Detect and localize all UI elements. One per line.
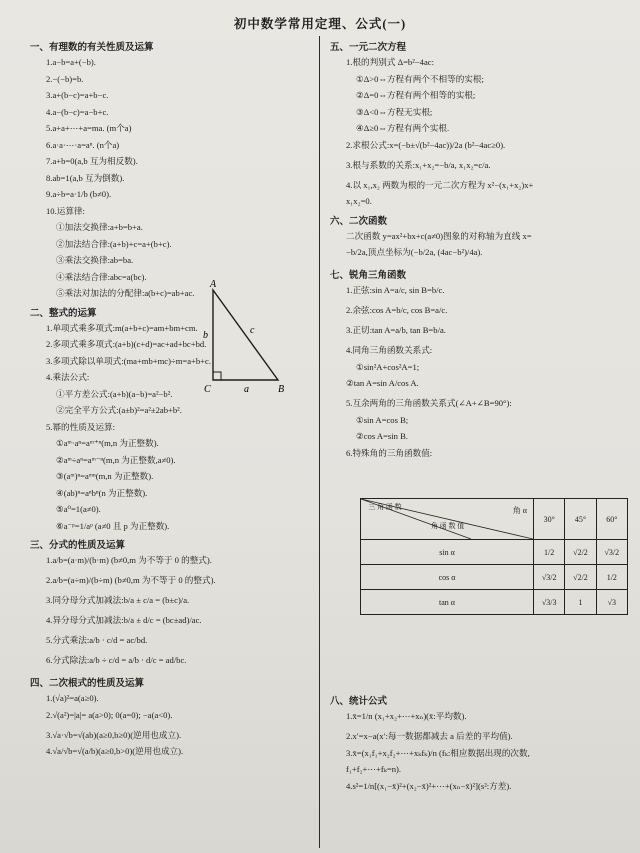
statistics-section <box>330 690 630 797</box>
section-heading: 二、整式的运算 <box>30 308 97 319</box>
formula-line: ⑥a⁻ᵖ=1/aᵖ (a≠0 且 p 为正整数). <box>56 520 170 531</box>
formula-line: ①sin A=cos B; <box>356 414 409 425</box>
formula-line: ③乘法交换律:ab=ba. <box>56 255 134 265</box>
formula-line: 6.分式除法:a/b ÷ c/d = a/b · d/c = ad/bc. <box>46 655 187 665</box>
formula-line: 2.多项式乘多项式:(a+b)(c+d)=ac+ad+bc+bd. <box>46 339 207 349</box>
formula-line: ④Δ≥0⇔方程有两个实根. <box>356 123 450 133</box>
table-value: √3/3 <box>534 590 565 615</box>
formula-line: 6.特殊角的三角函数值: <box>346 447 433 458</box>
formula-line: 1.(√a)²=a(a≥0). <box>46 693 99 703</box>
table-value: √3/2 <box>596 540 627 565</box>
function-name: cos α <box>361 565 534 590</box>
formula-line: 3.a+(b−c)=a+b−c. <box>46 90 109 100</box>
section-heading: 三、分式的性质及运算 <box>30 541 126 551</box>
formula-line: 1.a/b=(a·m)/(b·m) (b≠0,m 为不等于 0 的整式). <box>46 555 212 565</box>
formula-line: 1.根的判别式 Δ=b²−4ac: <box>346 57 434 67</box>
page-title: 初中数学常用定理、公式(一) <box>233 17 407 31</box>
table-corner-cell <box>361 499 534 540</box>
formula-line: ③Δ<0⇔方程无实根; <box>356 106 433 117</box>
formula-line: ④乘法结合律:abc=a(bc). <box>56 271 147 282</box>
formula-line: ②tan A=sin A/cos A. <box>346 378 419 388</box>
table-value: 1 <box>565 590 596 615</box>
section-heading: 六、二次函数 <box>330 216 388 227</box>
formula-line: ③(aᵐ)ⁿ=aᵐⁿ(m,n 为正整数). <box>56 471 154 481</box>
table-row <box>361 590 628 615</box>
formula-line: 3.正切:tan A=a/b, tan B=b/a. <box>346 325 446 335</box>
angle-header-30: 30° <box>534 499 565 540</box>
table-value: √2/2 <box>565 565 596 590</box>
formula-line: 10.运算律: <box>46 205 85 216</box>
section-heading: 八、统计公式 <box>330 697 388 707</box>
section-heading: 七、锐角三角函数 <box>330 271 407 281</box>
table-value: √2/2 <box>565 540 596 565</box>
formula-line: 3.√a·√b=√(ab)(a≥0,b≥0)(逆用也成立). <box>46 729 182 740</box>
vertex-c-label: C <box>204 384 211 395</box>
table-corner-right: 角 α <box>512 506 527 515</box>
table-value: 1/2 <box>596 565 627 590</box>
formula-line: 5.a+a+⋯+a=ma. (m个a) <box>46 123 132 133</box>
formula-line: 3.根与系数的关系:x₁+x₂=−b/a, x₁x₂=c/a. <box>346 159 491 170</box>
formula-line: ⑤乘法对加法的分配律:a(b+c)=ab+ac. <box>56 288 195 298</box>
formula-line: ②加法结合律:(a+b)+c=a+(b+c). <box>56 238 172 249</box>
formula-line: f₁+f₂+⋯+fₖ=n). <box>346 764 401 774</box>
special-angle-table <box>360 498 628 615</box>
section-heading: 四、二次根式的性质及运算 <box>30 679 145 689</box>
formula-line: 二次函数 y=ax²+bx+c(a≠0)图象的对称轴为直线 x= <box>346 230 532 241</box>
column-divider <box>319 36 320 848</box>
table-value: 1/2 <box>534 540 565 565</box>
side-c-label: c <box>250 325 255 336</box>
table-corner-left: 三 角 函 数 <box>368 503 402 511</box>
formula-line: 3.多项式除以单项式:(ma+mb+mc)÷m=a+b+c. <box>46 355 211 366</box>
formula-line: ②aᵐ÷aⁿ=aᵐ⁻ⁿ(m,n 为正整数,a≠0). <box>56 454 176 465</box>
formula-line: ①平方差公式:(a+b)(a−b)=a²−b². <box>56 388 173 399</box>
formula-line: 4.同角三角函数关系式: <box>346 345 433 355</box>
side-b-label: b <box>203 330 208 341</box>
angle-header-45: 45° <box>565 499 596 540</box>
formula-line: 5.幂的性质及运算: <box>46 421 115 432</box>
formula-line: 2.a/b=(a÷m)/(b÷m) (b≠0,m 为不等于 0 的整式). <box>46 575 216 585</box>
right-triangle-figure <box>198 278 288 398</box>
formula-line: 5.互余两角的三角函数关系式(∠A+∠B=90°): <box>346 398 512 408</box>
vertex-b-label: B <box>278 384 285 395</box>
formula-line: ①sin²A+cos²A=1; <box>356 361 420 372</box>
formula-line: 2.余弦:cos A=b/c, cos B=a/c. <box>346 305 448 315</box>
formula-line: ①aᵐ·aⁿ=aᵐ⁺ⁿ(m,n 为正整数). <box>56 438 159 448</box>
formula-line: 8.ab=1(a,b 互为倒数). <box>46 172 125 183</box>
formula-line: 2.x′=x−a(x′:每一数据都减去 a 后差的平均值). <box>346 731 513 741</box>
formula-line: 1.单项式乘多项式:m(a+b+c)=am+bm+cm. <box>46 322 198 333</box>
formula-line: ⑤a⁰=1(a≠0). <box>56 504 101 514</box>
formula-line: 5.分式乘法:a/b · c/d = ac/bd. <box>46 635 148 645</box>
formula-line: 4.s²=1/n[(x₁−x̄)²+(x₂−x̄)²+⋯+(xₙ−x̄)²](s²:方差). <box>346 780 512 791</box>
table-row <box>361 540 628 565</box>
section-heading: 五、一元二次方程 <box>330 43 407 53</box>
side-a-label: a <box>244 384 249 395</box>
formula-line: ④(ab)ⁿ=aⁿbⁿ(n 为正整数). <box>56 487 148 498</box>
formula-line: 4.异分母分式加减法:b/a ± d/c = (bc±ad)/ac. <box>46 615 202 625</box>
section-heading: 一、有理数的有关性质及运算 <box>30 43 154 53</box>
left-column <box>30 36 315 763</box>
formula-line: 9.a÷b=a·1/b (b≠0). <box>46 189 112 199</box>
angle-header-60: 60° <box>596 499 627 540</box>
function-name: tan α <box>361 590 534 615</box>
formula-line: 2.√(a²)=|a|= a(a>0); 0(a=0); −a(a<0). <box>46 709 173 720</box>
formula-line: 4.以 x₁,x₂ 两数为根的一元二次方程为 x²−(x₁+x₂)x+ <box>346 179 534 190</box>
formula-line: ②完全平方公式:(a±b)²=a²±2ab+b². <box>56 405 182 415</box>
formula-line: 1.正弦:sin A=a/c, sin B=b/c. <box>346 285 445 295</box>
formula-line: ②Δ=0⇔方程有两个相等的实根; <box>356 90 476 100</box>
formula-line: ②cos A=sin B. <box>356 431 408 441</box>
formula-line: 7.a+b=0(a,b 互为相反数). <box>46 156 138 166</box>
formula-line: 2.求根公式:x=(−b±√(b²−4ac))/2a (b²−4ac≥0). <box>346 139 506 150</box>
formula-line: ①Δ>0⇔方程有两个不相等的实根; <box>356 73 484 84</box>
table-value: √3/2 <box>534 565 565 590</box>
formula-line: −b/2a,顶点坐标为(−b/2a, (4ac−b²)/4a). <box>346 247 483 257</box>
formula-line: 4.乘法公式: <box>46 372 90 382</box>
formula-line: 1.x̄=1/n (x₁+x₂+⋯+xₙ)(x̄:平均数). <box>346 711 467 721</box>
formula-line: ①加法交换律:a+b=b+a. <box>56 222 143 232</box>
vertex-a-label: A <box>210 279 217 290</box>
formula-line: x₁x₂=0. <box>346 196 372 206</box>
function-name: sin α <box>361 540 534 565</box>
formula-line: 2.−(−b)=b. <box>46 73 84 84</box>
formula-line: 1.a−b=a+(−b). <box>46 57 96 67</box>
formula-line: 4.a−(b−c)=a−b+c. <box>46 106 109 117</box>
table-corner-top: 角 函 数 值 <box>431 522 465 530</box>
formula-line: 6.a·a·⋯·a=aⁿ. (n个a) <box>46 139 120 150</box>
table-row <box>361 565 628 590</box>
formula-line: 3.同分母分式加减法:b/a ± c/a = (b±c)/a. <box>46 595 190 605</box>
formula-line: 4.√a/√b=√(a/b)(a≥0,b>0)(逆用也成立). <box>46 746 184 756</box>
table-value: √3 <box>596 590 627 615</box>
formula-line: 3.x̄=(x₁f₁+x₂f₂+⋯+xₖfₖ)/n (fₖ:相应数据出现的次数, <box>346 747 530 758</box>
